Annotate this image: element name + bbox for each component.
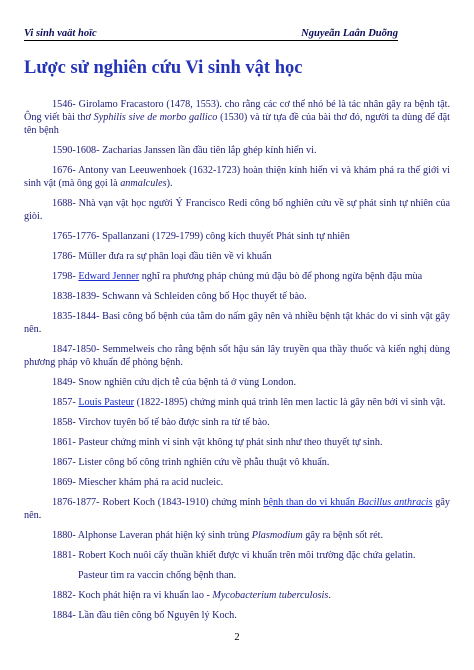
timeline-entry	[24, 197, 450, 223]
entry-text-tail: (1530) và từ tựa đề của bài thơ đó, người ta dùng để đặt tên bệnh	[24, 112, 450, 136]
timeline-entry	[24, 230, 450, 243]
entry-text: 1881- Robert Koch nuôi cấy thuần khiết được vi khuẩn trên môi trường đặc chứa gelatin.	[52, 550, 416, 561]
timeline-entry	[24, 456, 450, 469]
entry-link[interactable]	[263, 497, 432, 508]
entry-text: 1858- Virchov tuyên bố tế bào được sinh ra từ tế bào.	[52, 417, 270, 428]
timeline-entry	[24, 416, 450, 429]
timeline-entry	[24, 476, 450, 489]
header-right-author: Nguyeãn Laân Duõng	[301, 28, 398, 39]
timeline-entry	[24, 589, 450, 602]
timeline-entry	[24, 496, 450, 522]
entry-text: 1590-1608- Zacharias Janssen lần đầu tiên lắp ghép kính hiển vi.	[52, 145, 317, 156]
timeline-entry	[24, 250, 450, 263]
entry-text: 1688- Nhà vạn vật học người Ý Francisco Redi công bố nghiên cứu về sự phát sinh tự nhiên của giòi.	[24, 198, 450, 222]
timeline-entry	[24, 529, 450, 542]
entry-text-tail: nghĩ ra phương pháp chủng mủ đậu bò để phong ngừa bệnh đậu mùa	[139, 271, 423, 282]
entry-text: 1880- Alphonse Laveran phát hiện ký sinh trùng	[52, 530, 252, 541]
page-title: Lược sử nghiên cứu Vi sinh vật học	[24, 58, 303, 78]
entry-link[interactable]	[78, 271, 139, 282]
entry-text: 1869- Miescher khám phá ra acid nucleic.	[52, 477, 224, 488]
timeline-entry	[24, 164, 450, 190]
running-header	[24, 28, 398, 41]
entry-text: Pasteur tìm ra vaccin chống bệnh than.	[78, 570, 237, 581]
entry-text-tail: gây nên.	[24, 497, 451, 521]
entry-text-tail: .	[328, 590, 331, 601]
timeline-entries	[24, 98, 450, 629]
entry-text: 1876-1877- Robert Koch (1843-1910) chứng minh	[52, 497, 264, 508]
timeline-entry	[24, 310, 450, 336]
timeline-entry	[24, 343, 450, 369]
entry-text: 1884- Lần đầu tiên công bố Nguyên lý Koch.	[52, 610, 237, 621]
entry-text: 1765-1776- Spallanzani (1729-1799) công kích thuyết Phát sinh tự nhiên	[52, 231, 350, 242]
timeline-entry	[24, 396, 450, 409]
entry-text: 1835-1844- Basi công bố bệnh của tằm do nấm gây nên và nhiều bệnh tật khác do vi sinh vật gây nên.	[24, 311, 450, 335]
entry-text: 1849- Snow nghiên cứu dịch tễ của bệnh tả ở vùng London.	[52, 377, 297, 388]
timeline-entry	[24, 98, 450, 137]
entry-text-tail: gây ra bệnh sốt rét.	[302, 530, 384, 541]
entry-text: 1882- Koch phát hiện ra vi khuẩn lao -	[52, 590, 213, 601]
entry-italic-term: Plasmodium	[251, 530, 303, 541]
page-number: 2	[234, 632, 240, 643]
entry-italic-term: anmalcules	[120, 178, 167, 189]
entry-link-text[interactable]: bệnh than do vi khuẩn	[263, 497, 358, 508]
entry-italic-term: Syphilis sive de morbo gallico	[93, 112, 218, 123]
timeline-entry	[24, 376, 450, 389]
entry-link-text[interactable]: Louis Pasteur	[78, 397, 135, 408]
entry-text: 1857-	[52, 397, 79, 408]
entry-text-tail: ).	[166, 178, 173, 189]
header-left-title: Vi sinh vaät hoïc	[24, 28, 97, 39]
entry-text: 1867- Lister công bố công trình nghiên cứu về phẫu thuật vô khuẩn.	[52, 457, 330, 468]
entry-link-text[interactable]: Edward Jenner	[78, 271, 140, 282]
entry-text-tail: (1822-1895) chứng minh quá trình lên men lactic là gây nên bởi vi sinh vật.	[134, 397, 446, 408]
entry-text: 1786- Müller đưa ra sự phân loại đầu tiên về vi khuẩn	[52, 251, 272, 262]
timeline-entry	[24, 144, 450, 157]
entry-text: 1838-1839- Schwann và Schleiden công bố Học thuyết tế bào.	[52, 291, 307, 302]
entry-link[interactable]	[78, 397, 134, 408]
entry-italic-term: Mycobacterium tuberculosis	[212, 590, 329, 601]
entry-text: 1861- Pasteur chứng minh vi sinh vật không tự phát sinh như theo thuyết tự sinh.	[52, 437, 383, 448]
entry-text: 1847-1850- Semmelweis cho rằng bệnh sốt hậu sản lây truyền qua thầy thuốc và kiến nghị dùng phương pháp vô khuẩn để phòng bệnh.	[24, 344, 450, 368]
timeline-entry	[24, 609, 450, 622]
timeline-entry	[24, 290, 450, 303]
timeline-entry	[24, 569, 450, 582]
entry-link-italic[interactable]: Bacillus anthracis	[357, 497, 433, 508]
entry-text: 1676- Antony van Leeuwenhoek (1632-1723) hoàn thiện kính hiển vi và khám phá ra thế giới vi sinh vật (mà ông gọi là	[24, 165, 450, 189]
entry-text: 1546- Girolamo Fracastoro (1478, 1553). cho rằng các cơ thể nhỏ bé là tác nhân gây ra bệnh tật. Ông viết bài thơ	[24, 99, 450, 123]
timeline-entry	[24, 270, 450, 283]
timeline-entry	[24, 549, 450, 562]
entry-text: 1798-	[52, 271, 79, 282]
timeline-entry	[24, 436, 450, 449]
